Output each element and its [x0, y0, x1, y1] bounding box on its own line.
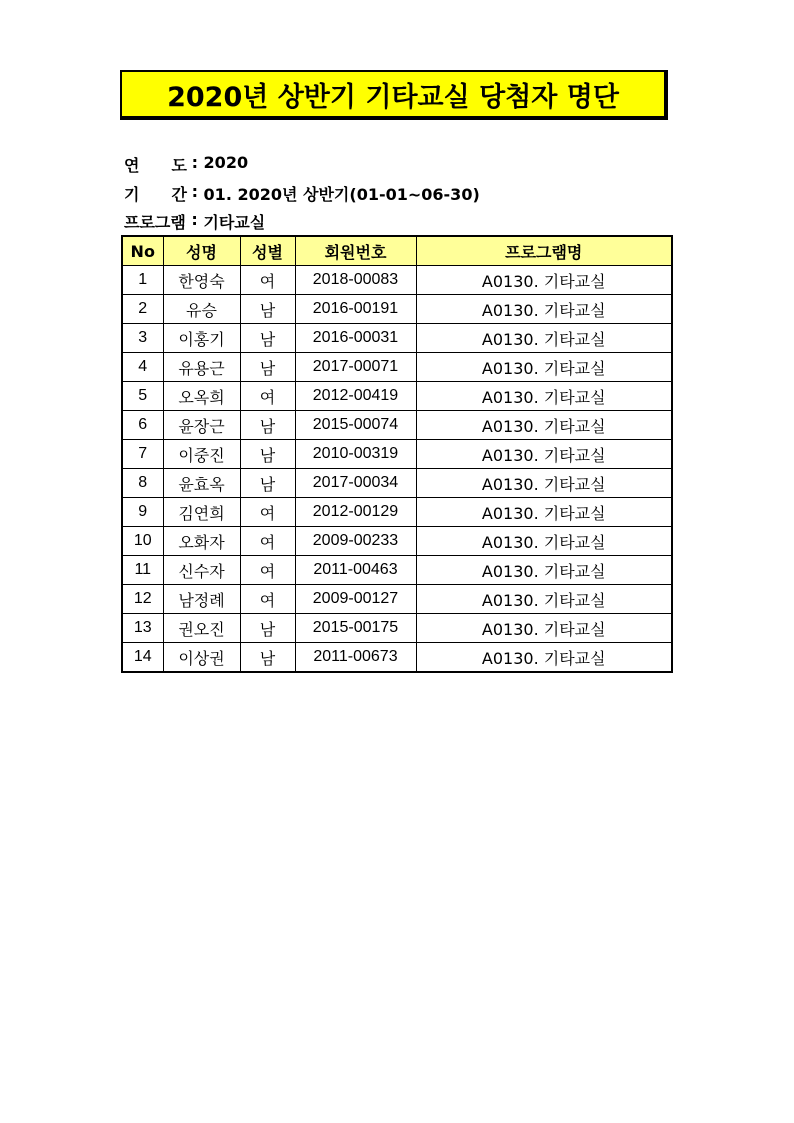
info-year-sep: :	[186, 153, 204, 172]
cell-program: A0130. 기타교실	[416, 469, 672, 498]
page-title: 2020년 상반기 기타교실 당첨자 명단	[167, 81, 619, 113]
cell-no: 13	[122, 614, 163, 643]
table-row	[122, 498, 672, 527]
cell-sex: 남	[240, 411, 295, 440]
table-row	[122, 382, 672, 411]
info-year-label: 연 도	[124, 156, 187, 175]
cell-sex: 남	[240, 353, 295, 382]
header-program: 프로그램명	[416, 236, 672, 266]
cell-program: A0130. 기타교실	[416, 266, 672, 295]
info-program-label: 프로그램	[124, 213, 186, 232]
cell-no: 10	[122, 527, 163, 556]
cell-no: 1	[122, 266, 163, 295]
cell-member-id: 2010-00319	[295, 440, 416, 469]
cell-no: 12	[122, 585, 163, 614]
cell-sex: 여	[240, 498, 295, 527]
cell-program: A0130. 기타교실	[416, 382, 672, 411]
cell-member-id: 2009-00233	[295, 527, 416, 556]
cell-sex: 남	[240, 295, 295, 324]
cell-member-id: 2016-00031	[295, 324, 416, 353]
info-period-value: 01. 2020년 상반기(01-01~06-30)	[203, 185, 480, 204]
winners-table	[121, 235, 673, 673]
table-header-row	[122, 236, 672, 266]
cell-no: 9	[122, 498, 163, 527]
cell-name: 남정례	[163, 585, 240, 614]
cell-sex: 남	[240, 440, 295, 469]
table-row	[122, 527, 672, 556]
cell-name: 윤효옥	[163, 469, 240, 498]
cell-name: 이중진	[163, 440, 240, 469]
cell-program: A0130. 기타교실	[416, 411, 672, 440]
cell-member-id: 2015-00074	[295, 411, 416, 440]
info-year	[124, 153, 248, 176]
info-program	[124, 210, 265, 233]
cell-name: 권오진	[163, 614, 240, 643]
table-row	[122, 440, 672, 469]
header-name: 성명	[163, 236, 240, 266]
cell-member-id: 2011-00463	[295, 556, 416, 585]
info-program-sep: :	[185, 210, 204, 229]
cell-sex: 여	[240, 266, 295, 295]
cell-sex: 남	[240, 324, 295, 353]
cell-no: 2	[122, 295, 163, 324]
cell-member-id: 2018-00083	[295, 266, 416, 295]
header-member-id: 회원번호	[295, 236, 416, 266]
cell-member-id: 2016-00191	[295, 295, 416, 324]
cell-program: A0130. 기타교실	[416, 527, 672, 556]
cell-sex: 남	[240, 643, 295, 673]
cell-program: A0130. 기타교실	[416, 585, 672, 614]
cell-no: 8	[122, 469, 163, 498]
table-row	[122, 324, 672, 353]
cell-member-id: 2017-00034	[295, 469, 416, 498]
cell-no: 14	[122, 643, 163, 673]
cell-program: A0130. 기타교실	[416, 353, 672, 382]
cell-program: A0130. 기타교실	[416, 324, 672, 353]
header-no: No	[122, 236, 163, 266]
cell-name: 오옥희	[163, 382, 240, 411]
cell-member-id: 2011-00673	[295, 643, 416, 673]
cell-program: A0130. 기타교실	[416, 295, 672, 324]
info-program-value: 기타교실	[203, 213, 266, 232]
cell-name: 오화자	[163, 527, 240, 556]
cell-member-id: 2012-00419	[295, 382, 416, 411]
info-period	[124, 182, 480, 205]
cell-name: 윤장근	[163, 411, 240, 440]
cell-program: A0130. 기타교실	[416, 614, 672, 643]
cell-name: 한영숙	[163, 266, 240, 295]
cell-no: 3	[122, 324, 163, 353]
table-row	[122, 556, 672, 585]
cell-program: A0130. 기타교실	[416, 556, 672, 585]
page-title-box	[120, 70, 668, 120]
table-row	[122, 585, 672, 614]
cell-name: 이상권	[163, 643, 240, 673]
header-sex: 성별	[240, 236, 295, 266]
table-row	[122, 469, 672, 498]
cell-sex: 여	[240, 556, 295, 585]
cell-no: 11	[122, 556, 163, 585]
cell-sex: 여	[240, 527, 295, 556]
cell-no: 6	[122, 411, 163, 440]
cell-name: 신수자	[163, 556, 240, 585]
info-period-label: 기 간	[124, 185, 187, 204]
cell-program: A0130. 기타교실	[416, 498, 672, 527]
cell-member-id: 2012-00129	[295, 498, 416, 527]
table-row	[122, 266, 672, 295]
cell-no: 5	[122, 382, 163, 411]
table-row	[122, 614, 672, 643]
cell-sex: 남	[240, 469, 295, 498]
cell-member-id: 2009-00127	[295, 585, 416, 614]
info-period-sep: :	[186, 182, 204, 201]
table-row	[122, 353, 672, 382]
cell-name: 이홍기	[163, 324, 240, 353]
cell-sex: 여	[240, 382, 295, 411]
cell-member-id: 2015-00175	[295, 614, 416, 643]
cell-sex: 여	[240, 585, 295, 614]
cell-name: 유용근	[163, 353, 240, 382]
table-row	[122, 295, 672, 324]
cell-no: 4	[122, 353, 163, 382]
cell-name: 유승	[163, 295, 240, 324]
cell-sex: 남	[240, 614, 295, 643]
table-row	[122, 411, 672, 440]
cell-member-id: 2017-00071	[295, 353, 416, 382]
info-year-value: 2020	[203, 153, 249, 172]
cell-program: A0130. 기타교실	[416, 643, 672, 673]
cell-name: 김연희	[163, 498, 240, 527]
cell-no: 7	[122, 440, 163, 469]
table-row	[122, 643, 672, 673]
cell-program: A0130. 기타교실	[416, 440, 672, 469]
